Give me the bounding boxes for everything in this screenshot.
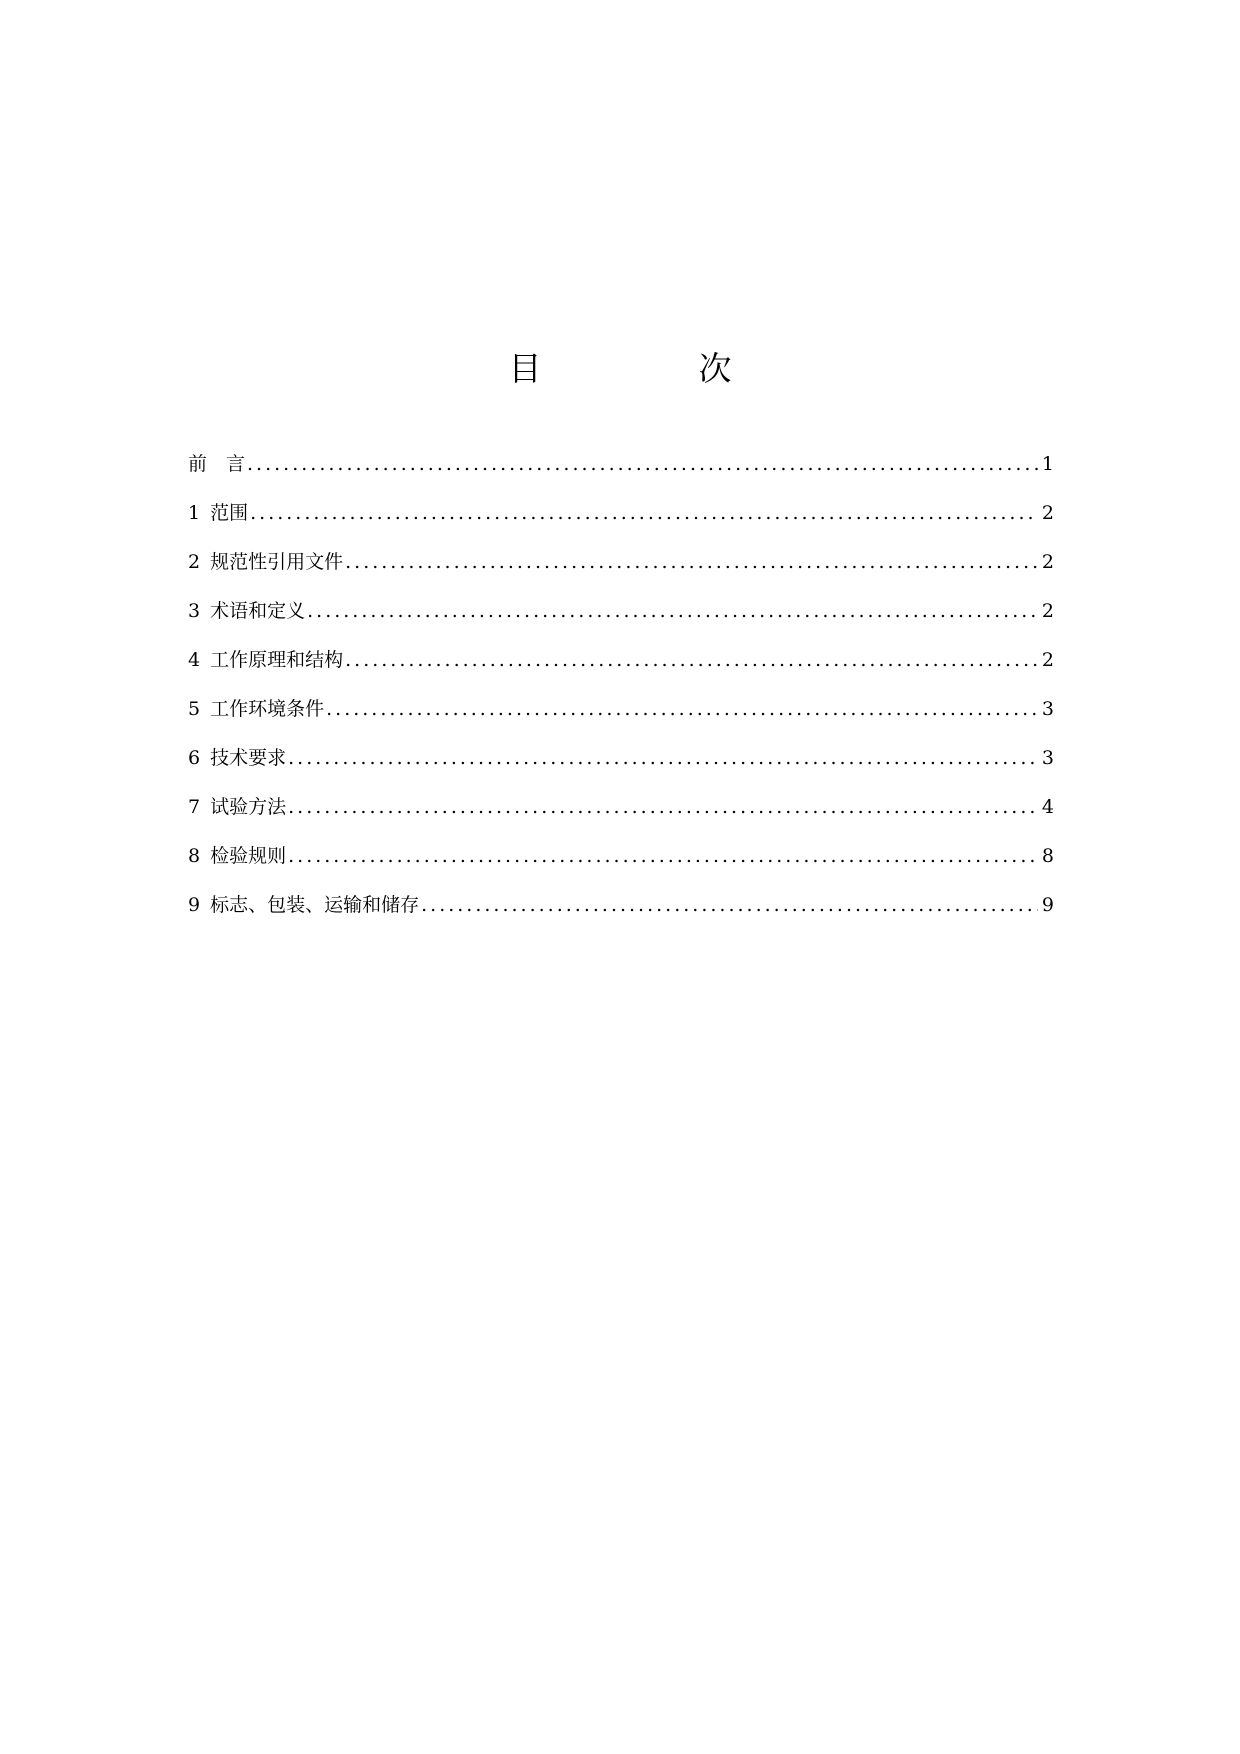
table-of-contents [188, 452, 1054, 942]
toc-entry-label-group [188, 550, 343, 574]
toc-entry-label-group [188, 599, 305, 623]
toc-page-number: 1 [1041, 453, 1054, 475]
toc-leader-dots [250, 501, 1038, 525]
toc-entry-label-group [188, 452, 245, 476]
toc-entry-working-conditions[interactable] [188, 697, 1054, 746]
toc-leader-dots [288, 746, 1038, 770]
toc-entry-label-group [188, 844, 286, 868]
toc-entry-number: 8 [188, 845, 201, 867]
toc-entry-number: 1 [188, 502, 201, 524]
toc-entry-number: 7 [188, 796, 201, 818]
toc-entry-label-group [188, 893, 419, 917]
toc-entry-label: 范围 [210, 502, 249, 524]
toc-leader-dots [288, 844, 1038, 868]
toc-entry-label: 试验方法 [210, 796, 287, 818]
toc-page-number: 2 [1041, 502, 1054, 524]
toc-page-number: 3 [1041, 698, 1054, 720]
toc-entry-technical-requirements[interactable] [188, 746, 1054, 795]
toc-entry-number: 5 [188, 698, 201, 720]
toc-leader-dots [345, 550, 1038, 574]
toc-page-number: 3 [1041, 747, 1054, 769]
toc-leader-dots [345, 648, 1038, 672]
toc-entry-label-group [188, 648, 343, 672]
toc-entry-scope[interactable] [188, 501, 1054, 550]
toc-entry-label-group [188, 501, 248, 525]
toc-entry-number: 3 [188, 600, 201, 622]
toc-entry-number: 6 [188, 747, 201, 769]
toc-entry-label: 前 言 [188, 453, 246, 475]
toc-entry-label: 标志、包装、运输和储存 [210, 894, 420, 916]
toc-entry-terms-definitions[interactable] [188, 599, 1054, 648]
toc-entry-normative-references[interactable] [188, 550, 1054, 599]
toc-entry-label: 术语和定义 [210, 600, 306, 622]
toc-entry-label: 技术要求 [210, 747, 287, 769]
toc-entry-label: 规范性引用文件 [210, 551, 344, 573]
toc-entry-inspection-rules[interactable] [188, 844, 1054, 893]
toc-entry-principle-structure[interactable] [188, 648, 1054, 697]
toc-entry-label-group [188, 697, 324, 721]
toc-page-number: 2 [1041, 600, 1054, 622]
toc-leader-dots [247, 452, 1038, 476]
toc-entry-label-group [188, 795, 286, 819]
toc-leader-dots [288, 795, 1038, 819]
toc-entry-label: 检验规则 [210, 845, 287, 867]
toc-entry-preface[interactable] [188, 452, 1054, 501]
toc-entry-number: 2 [188, 551, 201, 573]
toc-leader-dots [326, 697, 1038, 721]
toc-page-number: 4 [1041, 796, 1054, 818]
toc-leader-dots [421, 893, 1038, 917]
toc-entry-label-group [188, 746, 286, 770]
toc-entry-marking-packaging[interactable] [188, 893, 1054, 942]
toc-page-number: 8 [1041, 845, 1054, 867]
toc-entry-label: 工作环境条件 [210, 698, 325, 720]
toc-entry-number: 4 [188, 649, 201, 671]
toc-entry-label: 工作原理和结构 [210, 649, 344, 671]
toc-leader-dots [307, 599, 1038, 623]
toc-page-number: 2 [1041, 649, 1054, 671]
toc-entry-number: 9 [188, 894, 201, 916]
toc-title: 目 次 [508, 349, 794, 388]
toc-page-number: 9 [1041, 894, 1054, 916]
toc-entry-test-methods[interactable] [188, 795, 1054, 844]
toc-page-number: 2 [1041, 551, 1054, 573]
